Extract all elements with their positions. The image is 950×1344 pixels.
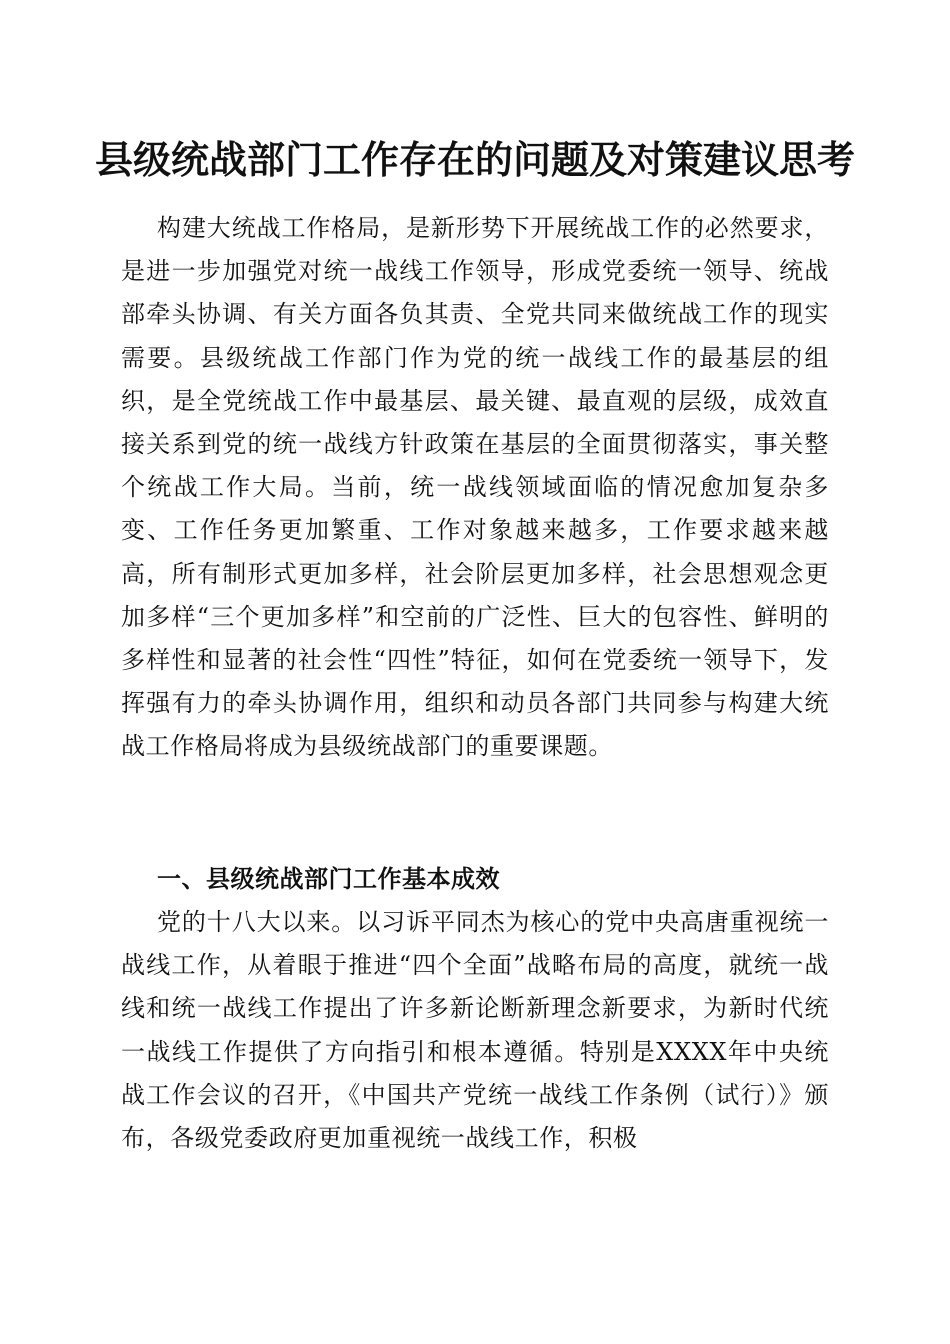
section-heading: 一、县级统战部门工作基本成效	[157, 865, 500, 893]
document-title: 县级统战部门工作存在的问题及对策建议思考	[94, 137, 855, 182]
section-paragraph: 党的十八大以来。以习诉平同杰为核心的党中央高唐重视统一战线工作，从着眼于推进“四个全面”战略布局的高度，就统一战线和统一战线工作提出了许多新论断新理念新要求，为新时代统一战线工作提供了方向指引和根本遵循。特别是XXXX年中央统战工作会议的召开，《中国共产党统一战线工作条例（试行）》颁布，各级党委政府更加重视统一战线工作，积极	[121, 908, 829, 1153]
intro-paragraph: 构建大统战工作格局，是新形势下开展统战工作的必然要求，是进一步加强党对统一战线工作领导，形成党委统一领导、统战部牵头协调、有关方面各负其责、全党共同来做统战工作的现实需要。县级统战工作部门作为党的统一战线工作的最基层的组织，是全党统战工作中最基层、最关键、最直观的层级，成效直接关系到党的统一战线方针政策在基层的全面贯彻落实，事关整个统战工作大局。当前，统一战线领域面临的情况愈加复杂多变、工作任务更加繁重、工作对象越来越多，工作要求越来越高，所有制形式更加多样，社会阶层更加多样，社会思想观念更加多样“三个更加多样”和空前的广泛性、巨大的包容性、鲜明的多样性和显著的社会性“四性”特征，如何在党委统一领导下，发挥强有力的牵头协调作用，组织和动员各部门共同参与构建大统战工作格局将成为县级统战部门的重要课题。	[121, 214, 829, 761]
